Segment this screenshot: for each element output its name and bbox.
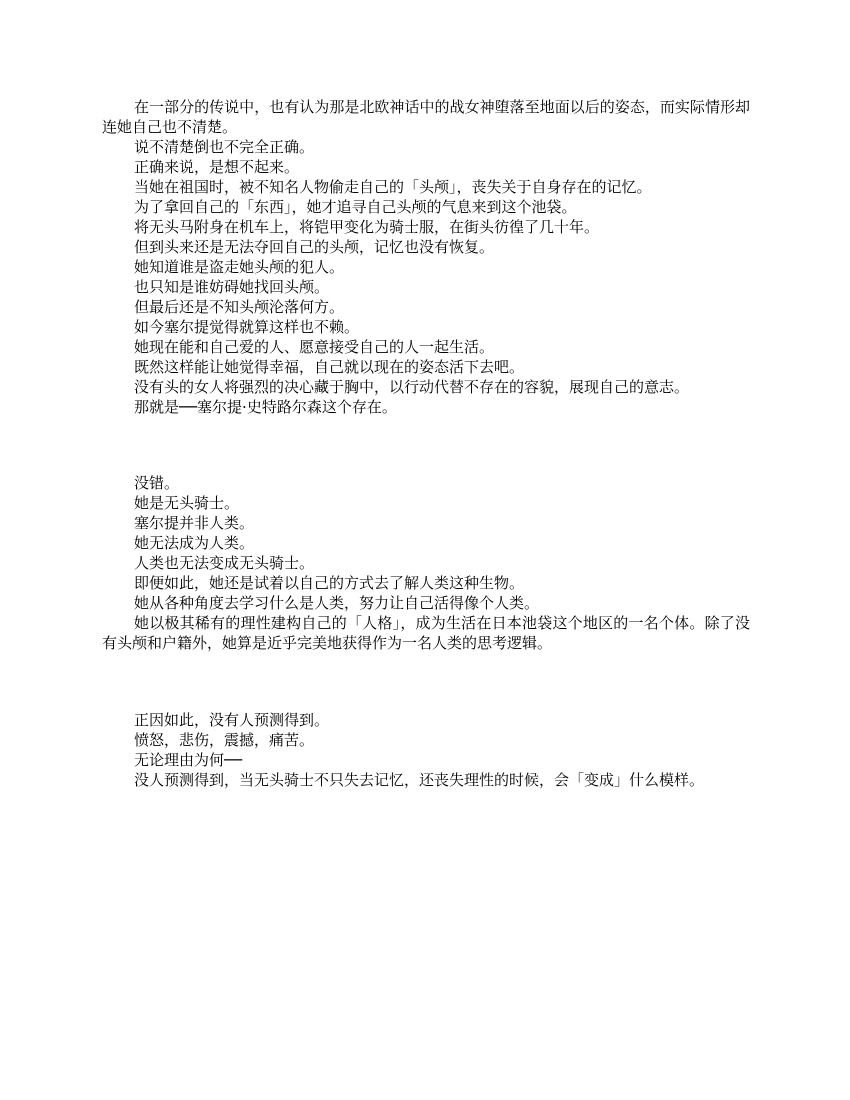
- paragraph: 没有头的女人将强烈的决心藏于胸中，以行动代替不存在的容貌，展现自己的意志。: [134, 378, 690, 396]
- paragraph: 她从各种角度去学习什么是人类，努力让自己活得像个人类。: [134, 594, 540, 612]
- section-break: [102, 417, 750, 473]
- paragraph: 她是无头骑士。: [134, 494, 240, 512]
- document-page: [102, 97, 750, 790]
- section-break: [102, 653, 750, 710]
- paragraph: 人类也无法变成无头骑士。: [134, 554, 315, 572]
- paragraph: 塞尔提并非人类。: [134, 514, 255, 532]
- paragraph: 如今塞尔提觉得就算这样也不赖。: [134, 318, 360, 336]
- paragraph: 将无头马附身在机车上，将铠甲变化为骑士服，在街头彷徨了几十年。: [134, 218, 600, 236]
- paragraph: 既然这样能让她觉得幸福，自己就以现在的姿态活下去吧。: [134, 358, 525, 376]
- section-2: [102, 473, 750, 653]
- paragraph: 她无法成为人类。: [134, 534, 255, 552]
- paragraph: 说不清楚倒也不完全正确。: [134, 138, 315, 156]
- paragraph: 正确来说，是想不起来。: [134, 158, 300, 176]
- paragraph: 即便如此，她还是试着以自己的方式去了解人类这种生物。: [134, 574, 525, 592]
- section-3: [102, 710, 750, 790]
- section-1: [102, 97, 750, 417]
- paragraph: 在一部分的传说中，也有认为那是北欧神话中的战女神堕落至地面以后的姿态，而实际情形却连她自己也不清楚。: [102, 98, 750, 136]
- paragraph: 当她在祖国时，被不知名人物偷走自己的「头颅」，丧失关于自身存在的记忆。: [134, 178, 652, 196]
- paragraph: 但最后还是不知头颅沦落何方。: [134, 298, 345, 316]
- paragraph: 愤怒，悲伤，震撼，痛苦。: [134, 731, 315, 749]
- paragraph: 她知道谁是盗走她头颅的犯人。: [134, 258, 345, 276]
- paragraph: 那就是──塞尔提·史特路尔森这个存在。: [134, 398, 397, 416]
- paragraph: 无论理由为何──: [134, 751, 243, 769]
- paragraph: 她以极其稀有的理性建构自己的「人格」，成为生活在日本池袋这个地区的一名个体。除了没有头颅和户籍外，她算是近乎完美地获得作为一名人类的思考逻辑。: [102, 614, 750, 652]
- paragraph: 正因如此，没有人预测得到。: [134, 711, 330, 729]
- paragraph: 但到头来还是无法夺回自己的头颅，记忆也没有恢复。: [134, 238, 495, 256]
- paragraph: 没人预测得到，当无头骑士不只失去记忆，还丧失理性的时候，会「变成」什么模样。: [134, 771, 705, 789]
- paragraph: 也只知是谁妨碍她找回头颅。: [134, 278, 330, 296]
- paragraph: 她现在能和自己爱的人、愿意接受自己的人一起生活。: [134, 338, 495, 356]
- paragraph: 为了拿回自己的「东西」，她才追寻自己头颅的气息来到这个池袋。: [134, 198, 577, 216]
- paragraph: 没错。: [134, 474, 180, 492]
